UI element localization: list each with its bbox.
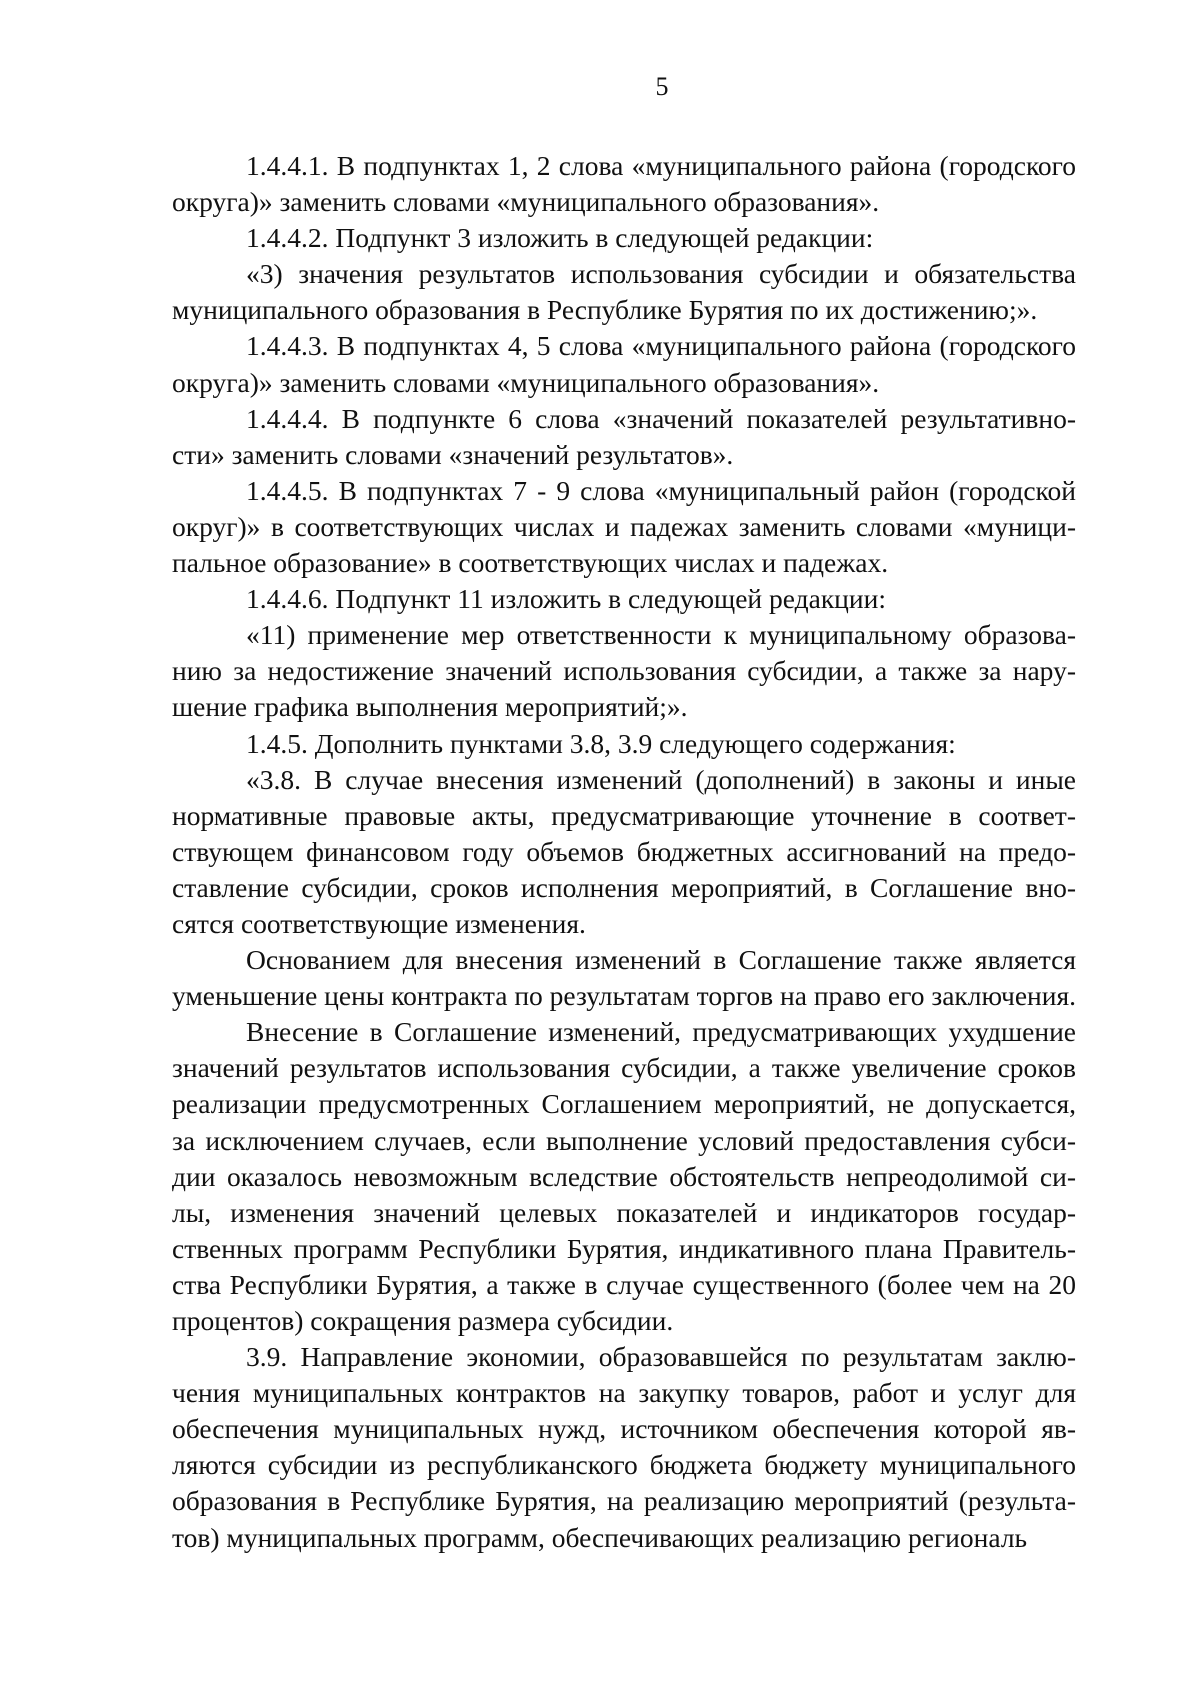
paragraph-3-8-basis: Основанием для внесения изменений в Соглашение также является уменьшение цены контракта по результатам торгов на право его заключения. — [172, 944, 1076, 1012]
paragraph-3-8: «3.8. В случае внесения изменений (дополнений) в законы и иные нормативные правовые акты, предусматривающие уточнение в соответствующем финансовом году объемов бюджетных ассигнований на предоставление субсидии, сроков исполнения мероприятий, в Соглашение вносятся соответствующие изменения. — [172, 763, 1076, 939]
paragraph-1-4-4-2: 1.4.4.2. Подпункт 3 изложить в следующей редакции: — [246, 222, 874, 254]
paragraph-1-4-5: 1.4.5. Дополнить пунктами 3.8, 3.9 следующего содержания: — [246, 727, 956, 759]
paragraph-subpoint-11: «11) применение мер ответственности к муниципальному образованию за недостижение значений использования субсидии, а также за нарушение графика выполнения мероприятий;». — [172, 619, 1076, 723]
paragraph-subpoint-3: «3) значения результатов использования субсидии и обязательства муниципального образования в Республике Бурятия по их достижению;». — [172, 258, 1076, 326]
paragraph-1-4-4-3: 1.4.4.3. В подпунктах 4, 5 слова «муниципального района (городского округа)» заменить словами «муниципального образования». — [172, 330, 1076, 398]
document-body — [172, 148, 1076, 1556]
page-number: 5 — [655, 72, 669, 101]
paragraph-1-4-4-4: 1.4.4.4. В подпункте 6 слова «значений показателей результативности» заменить словами «значений результатов». — [172, 402, 1076, 470]
paragraph-1-4-4-5: 1.4.4.5. В подпунктах 7 - 9 слова «муниципальный район (городской округ)» в соответствующих числах и падежах заменить словами «муниципальное образование» в соответствующих числах и падежах. — [172, 474, 1076, 579]
paragraph-1-4-4-1: 1.4.4.1. В подпунктах 1, 2 слова «муниципального района (городского округа)» заменить словами «муниципального образования». — [172, 150, 1076, 218]
paragraph-3-9: 3.9. Направление экономии, образовавшейся по результатам заключения муниципальных контрактов на закупку товаров, работ и услуг для обеспечения муниципальных нужд, источником обеспечения которой являются субсидии из республиканского бюджета бюджету муниципального образования в Республике Бурятия, на реализацию мероприятий (результатов) муниципальных программ, обеспечивающих реализацию региональ — [172, 1341, 1076, 1553]
paragraph-3-8-changes: Внесение в Соглашение изменений, предусматривающих ухудшение значений результатов использования субсидии, а также увеличение сроков реализации предусмотренных Соглашением мероприятий, не допускается, за исключением случаев, если выполнение условий предоставления субсидии оказалось невозможным вследствие обстоятельств непреодолимой силы, изменения значений целевых показателей и индикаторов государственных программ Республики Бурятия, индикативного плана Правительства Республики Бурятия, а также в случае существенного (более чем на 20 процентов) сокращения размера субсидии. — [172, 1016, 1076, 1336]
paragraph-1-4-4-6: 1.4.4.6. Подпункт 11 изложить в следующей редакции: — [246, 583, 886, 615]
